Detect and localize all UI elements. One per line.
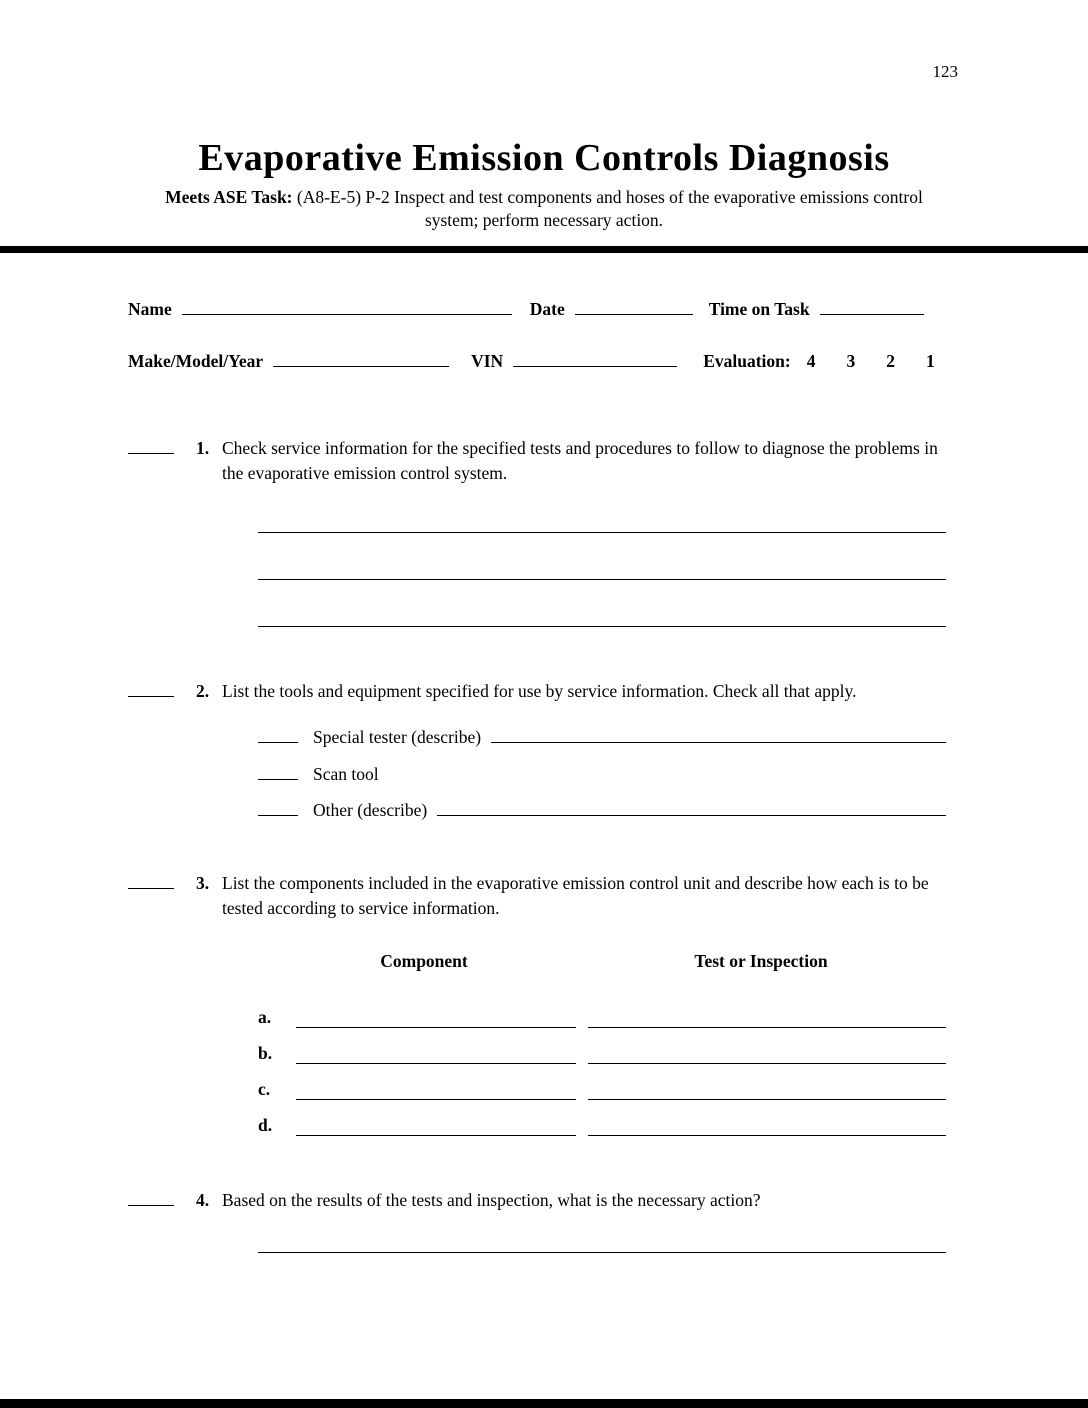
component-blank-line: [296, 992, 576, 1028]
table-row: [258, 1100, 946, 1136]
test-or-inspection-column-header: Test or Inspection: [694, 950, 828, 971]
test-blank-line: [588, 1100, 946, 1136]
ase-task-label: Meets ASE Task:: [165, 187, 293, 207]
task-4-score-blank: [128, 1188, 174, 1206]
page-title: Evaporative Emission Controls Diagnosis: [198, 137, 890, 179]
time-on-task-label: Time on Task: [708, 298, 810, 319]
component-blank-line: [296, 1100, 576, 1136]
evaluation-scores: [807, 351, 935, 372]
make-model-year-label: Make/Model/Year: [128, 351, 264, 372]
task-1-number: 1.: [196, 438, 210, 459]
task-1: [128, 436, 946, 486]
answer-line: [258, 533, 946, 580]
component-blank-line: [296, 1064, 576, 1100]
row-letter: d.: [258, 1114, 273, 1135]
evaluation-score-2: 2: [886, 351, 895, 372]
name-label: Name: [128, 298, 172, 319]
ase-task-text: (A8-E-5) P-2 Inspect and test components and hoses of the evaporative emissions control system; perform necessary action.: [296, 187, 923, 231]
answer-line: [258, 1213, 946, 1253]
checkbox-blank-line: [258, 726, 298, 744]
page-bottom-edge: [0, 1399, 1088, 1408]
task-2-number: 2.: [196, 680, 210, 701]
task-3-number: 3.: [196, 873, 210, 894]
ase-task-subtitle: [144, 186, 944, 232]
checkbox-blank-line: [258, 799, 298, 817]
task-3-table-header: [284, 951, 946, 972]
task-2-option-special-tester: [258, 726, 946, 749]
vin-blank-line: [513, 350, 677, 368]
task-1-text: Check service information for the specified tests and procedures to follow to diagnose the problems in the evaporative emission control system.: [222, 438, 938, 484]
task-4-number: 4.: [196, 1189, 210, 1210]
task-1-answer-area: [258, 486, 946, 627]
test-blank-line: [588, 992, 946, 1028]
describe-blank-line: [491, 726, 946, 744]
evaluation-label: Evaluation:: [703, 351, 791, 372]
option-label: Special tester (describe): [313, 727, 482, 748]
answer-line: [258, 486, 946, 533]
row-letter: c.: [258, 1078, 271, 1099]
date-label: Date: [529, 298, 565, 319]
vin-label: VIN: [471, 351, 504, 372]
answer-line: [258, 580, 946, 627]
checkbox-blank-line: [258, 762, 298, 780]
header-row-1: [128, 297, 946, 320]
task-3-score-blank: [128, 872, 174, 890]
name-blank-line: [182, 297, 512, 315]
evaluation-score-1: 1: [925, 351, 935, 372]
table-row: [258, 992, 946, 1028]
component-column-header: Component: [380, 950, 468, 971]
task-2-text: List the tools and equipment specified for use by service information. Check all that apply.: [222, 680, 857, 701]
task-3: [128, 871, 946, 921]
evaluation-score-4: 4: [806, 351, 816, 372]
test-blank-line: [588, 1028, 946, 1064]
row-letter: a.: [258, 1006, 272, 1027]
describe-blank-line: [437, 799, 946, 817]
worksheet-content: [0, 297, 1088, 1253]
task-2-score-blank: [128, 679, 174, 697]
option-label: Other (describe): [313, 800, 428, 821]
row-letter: b.: [258, 1042, 273, 1063]
task-1-score-blank: [128, 437, 174, 455]
page-number: 123: [932, 62, 958, 81]
table-row: [258, 1028, 946, 1064]
component-blank-line: [296, 1028, 576, 1064]
option-label: Scan tool: [313, 763, 379, 784]
task-2-option-other: [258, 799, 946, 822]
test-blank-line: [588, 1064, 946, 1100]
divider-rule: [0, 246, 1088, 253]
task-2: [128, 679, 946, 704]
task-2-option-scan-tool: [258, 762, 946, 785]
task-3-text: List the components included in the evaporative emission control unit and describe how each is to be tested according to service information.: [222, 873, 929, 919]
task-4-text: Based on the results of the tests and inspection, what is the necessary action?: [222, 1189, 761, 1210]
header-row-2: [128, 350, 946, 373]
make-model-year-blank-line: [273, 350, 449, 368]
evaluation-score-3: 3: [846, 351, 856, 372]
time-on-task-blank-line: [820, 297, 924, 315]
task-4: [128, 1188, 946, 1213]
date-blank-line: [575, 297, 693, 315]
table-row: [258, 1064, 946, 1100]
